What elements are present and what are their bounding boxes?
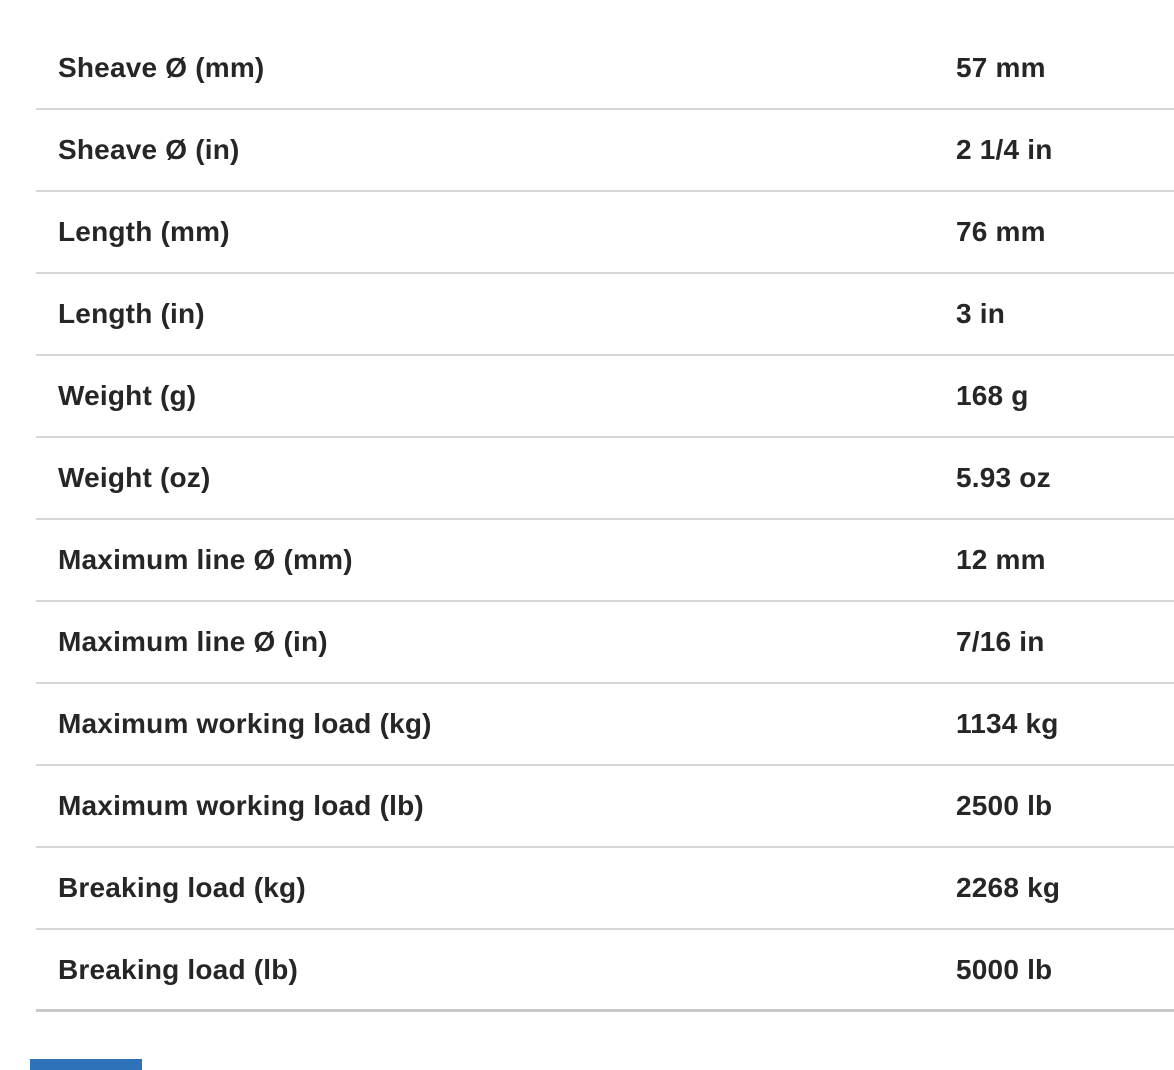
spec-row-value: 76 mm — [956, 216, 1046, 247]
spec-row — [36, 438, 1174, 520]
spec-row-label: Weight (g) — [58, 380, 197, 411]
spec-row-value: 57 mm — [956, 52, 1046, 83]
spec-row-value: 168 g — [956, 380, 1029, 411]
spec-row-value: 7/16 in — [956, 626, 1045, 657]
spec-row-label: Breaking load (kg) — [58, 872, 306, 903]
spec-row-label: Sheave Ø (in) — [58, 134, 240, 165]
spec-row — [36, 602, 1174, 684]
spec-row — [36, 766, 1174, 848]
spec-row-value: 3 in — [956, 298, 1006, 329]
spec-row — [36, 192, 1174, 274]
spec-row — [36, 684, 1174, 766]
spec-row — [36, 848, 1174, 930]
spec-row — [36, 356, 1174, 438]
spec-row-value: 12 mm — [956, 544, 1046, 575]
spec-row-label: Weight (oz) — [58, 462, 211, 493]
spec-row — [36, 274, 1174, 356]
spec-row-value: 2268 kg — [956, 872, 1061, 903]
spec-row-label: Maximum line Ø (mm) — [58, 544, 353, 575]
spec-row — [36, 110, 1174, 192]
spec-row-value: 2500 lb — [956, 790, 1053, 821]
spec-row-label: Length (mm) — [58, 216, 230, 247]
spec-row-value: 5.93 oz — [956, 462, 1051, 493]
spec-row-value: 2 1/4 in — [956, 134, 1053, 165]
spec-row — [36, 930, 1174, 1012]
specifications-table — [36, 0, 1174, 1012]
spec-row-label: Sheave Ø (mm) — [58, 52, 265, 83]
spec-row-label: Maximum working load (kg) — [58, 708, 432, 739]
spec-row-value: 1134 kg — [956, 708, 1059, 739]
spec-row-label: Length (in) — [58, 298, 205, 329]
spec-row-value: 5000 lb — [956, 953, 1053, 985]
spec-row-label: Breaking load (lb) — [58, 953, 299, 985]
spec-row-label: Maximum line Ø (in) — [58, 626, 328, 657]
spec-row — [36, 520, 1174, 602]
bottom-partial-blue-bar[interactable] — [30, 1059, 142, 1070]
spec-row-label: Maximum working load (lb) — [58, 790, 424, 821]
spec-row — [36, 28, 1174, 110]
